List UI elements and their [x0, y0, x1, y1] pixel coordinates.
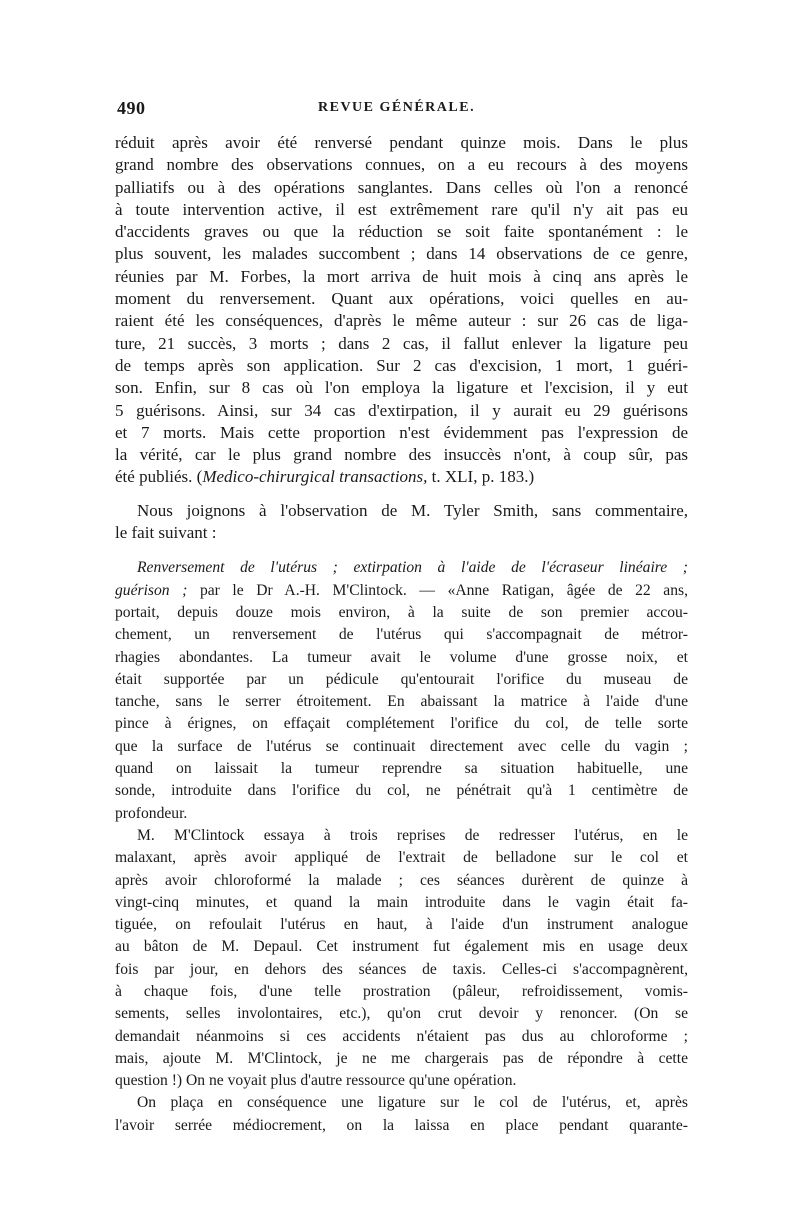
text-line: portait, depuis douze mois environ, à la suite de son premier accou- — [115, 603, 688, 621]
text-line: grand nombre des observations connues, on a eu recours à des moyens — [115, 155, 688, 175]
text-line: On plaça en conséquence une ligature sur le col de l'utérus, et, après — [137, 1094, 688, 1112]
text-line: rhagies abondantes. La tumeur avait le volume d'une grosse noix, et — [115, 648, 688, 666]
text-line: au bâton de M. Depaul. Cet instrument fut également mis en usage deux — [115, 938, 688, 956]
text-line: et 7 morts. Mais cette proportion n'est évidemment pas l'expression de — [115, 422, 688, 442]
case-title: Renversement de l'utérus ; extirpation à l'aide de l'écraseur linéaire ; — [137, 559, 688, 577]
text-line: la vérité, car le plus grand nombre des insuccès n'ont, à coup sûr, pas — [115, 445, 688, 465]
text-line: plus souvent, les malades succombent ; dans 14 observations de ce genre, — [115, 244, 688, 264]
text-line: l'avoir serrée médiocrement, on la laissa en place pendant quarante- — [115, 1116, 688, 1134]
text-line: tanche, sans le serrer étroitement. En abaissant la matrice à l'aide d'une — [115, 693, 688, 711]
text-line: était supportée par un pédicule qu'entourait l'orifice du museau de — [115, 670, 688, 688]
page-number: 490 — [117, 98, 146, 118]
case-report — [115, 557, 688, 1137]
text-line: tiguée, on refoulait l'utérus en haut, à l'aide d'un instrument analogue — [115, 916, 688, 934]
text-line: après avoir chloroformé la malade ; ces séances durèrent de quinze à — [115, 871, 688, 889]
text-line: réunies par M. Forbes, la mort arriva de huit mois à cinq ans après le — [115, 266, 688, 286]
case-subtitle: guérison ; par le Dr A.-H. M'Clintock. — «Anne Ratigan, âgée de 22 ans, — [115, 581, 688, 599]
text-line: vingt-cinq minutes, et quand la main introduite dans le vagin était fa- — [115, 893, 688, 911]
journal-title: Medico-chirurgical transactions, — [202, 467, 428, 487]
text-line: sements, selles involontaires, etc.), qu'on crut devoir y renoncer. (On se — [115, 1005, 688, 1023]
text-line: réduit après avoir été renversé pendant quinze mois. Dans le plus — [115, 133, 688, 152]
text-line: d'accidents graves ou que la réduction se soit faite spontanément : le — [115, 222, 688, 242]
text-line: à chaque fois, d'une telle prostration (pâleur, refroidissement, vomis- — [115, 982, 688, 1000]
text-line: M. M'Clintock essaya à trois reprises de redresser l'utérus, en le — [137, 826, 688, 844]
text-line: quand on laissait la tumeur reprendre sa situation habituelle, une — [115, 760, 688, 778]
text-line: malaxant, après avoir appliqué de l'extrait de belladone sur le col et — [115, 849, 688, 867]
text-line: son. Enfin, sur 8 cas où l'on employa la ligature et l'excision, il y eut — [115, 378, 688, 398]
paragraph-2 — [115, 500, 688, 545]
text-line: 5 guérisons. Ainsi, sur 34 cas d'extirpation, il y aurait eu 29 guérisons — [115, 400, 688, 420]
text-line: profondeur. — [115, 804, 188, 822]
page-body — [115, 132, 688, 1137]
text-line: fois par jour, en dehors des séances de taxis. Celles-ci s'accompagnèrent, — [115, 960, 688, 978]
text-line: moment du renversement. Quant aux opérations, voici quelles en au- — [115, 289, 688, 309]
text-line: ture, 21 succès, 3 morts ; dans 2 cas, il fallut enlever la ligature peu — [115, 333, 688, 353]
text-line: que la surface de l'utérus se continuait directement avec celle du vagin ; — [115, 737, 688, 755]
citation-line: été publiés. (Medico-chirurgical transactions, t. XLI, p. 183.) — [115, 467, 535, 487]
text-line: de temps après son application. Sur 2 cas d'excision, 1 mort, 1 guéri- — [115, 355, 688, 375]
text-line: question !) On ne voyait plus d'autre ressource qu'une opération. — [115, 1072, 517, 1090]
running-title: REVUE GÉNÉRALE. — [318, 100, 476, 115]
text-line: chement, un renversement de l'utérus qui s'accompagnait de métror- — [115, 626, 688, 644]
text-line: palliatifs ou à des opérations sanglantes. Dans celles où l'on a renoncé — [115, 177, 688, 197]
page-header — [117, 98, 687, 122]
text-line: mais, ajoute M. M'Clintock, je ne me chargerais pas de répondre à cette — [115, 1049, 688, 1067]
text-line: Nous joignons à l'observation de M. Tyler Smith, sans commentaire, — [137, 500, 688, 520]
text-line: demandait néanmoins si ces accidents n'étaient pas dus au chloroforme ; — [115, 1027, 688, 1045]
text-line: sonde, introduite dans l'orifice du col, ne pénétrait qu'à 1 centimètre de — [115, 782, 688, 800]
text-line: raient été les conséquences, d'après le même auteur : sur 26 cas de liga- — [115, 311, 688, 331]
text-line: pince à érignes, on effaçait complétement l'orifice du col, de telle sorte — [115, 715, 688, 733]
text-line: le fait suivant : — [115, 523, 217, 543]
paragraph-1 — [115, 132, 688, 489]
text-line: à toute intervention active, il est extrêmement rare qu'il n'y ait pas eu — [115, 199, 688, 219]
